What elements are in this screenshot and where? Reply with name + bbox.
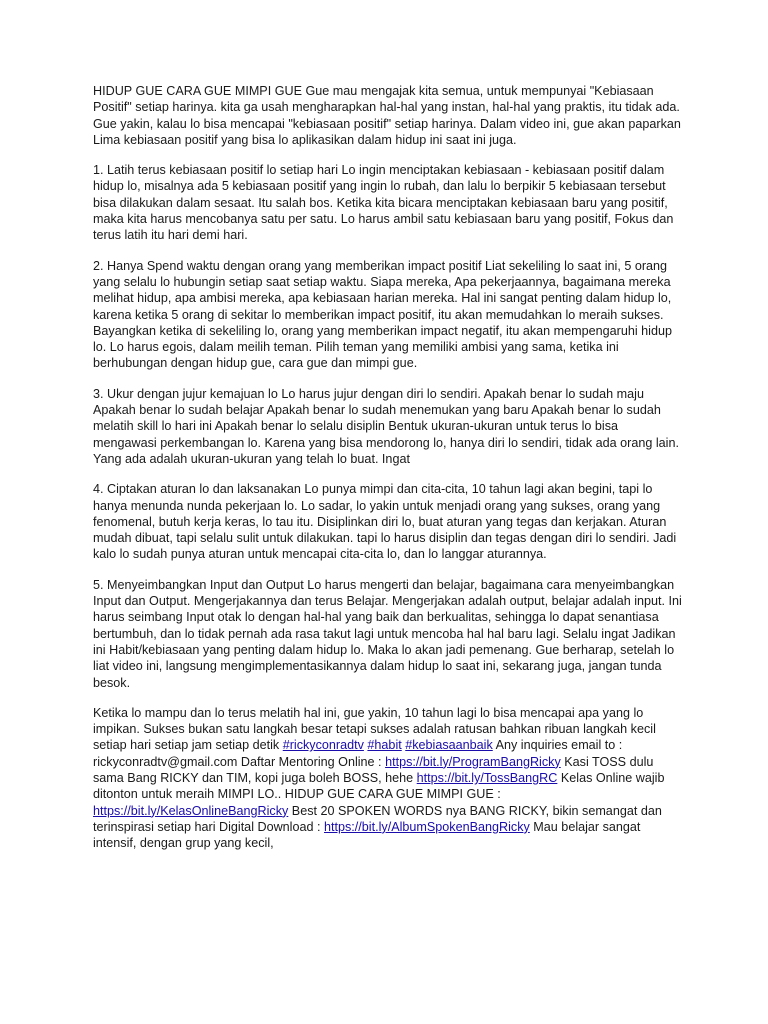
closing-paragraph xyxy=(93,705,683,852)
point-4-paragraph: 4. Ciptakan aturan lo dan laksanakan Lo punya mimpi dan cita-cita, 10 tahun lagi akan begini, tapi lo hanya menunda nunda pekerjaan lo. Lo sadar, lo yakin untuk menjadi orang yang sukses, orang yang fenomenal, butuh kerja keras, lo tau itu. Disiplinkan diri lo, buat aturan yang tegas dan kerjakan. Aturan mudah dibuat, tapi selalu sulit untuk dilakukan. tapi lo harus disiplin dan tegas dengan diri lo sendiri. Jadi kalo lo sudah punya aturan untuk mencapai cita-cita lo, dan lo langgar aturannya. xyxy=(93,482,677,562)
point-3-paragraph: 3. Ukur dengan jujur kemajuan lo Lo harus jujur dengan diri lo sendiri. Apakah benar lo sudah maju Apakah benar lo sudah belajar Apakah benar lo sudah menemukan yang baru Apakah benar lo sudah melatih skill lo hari ini Apakah benar lo selalu disiplin Bentuk ukuran-ukuran untuk terus lo bisa mengawasi perkembangan lo. Karena yang bisa mendorong lo, hanya diri lo sendiri, tidak ada orang lain. Yang ada adalah ukuran-ukuran yang telah lo buat. Ingat xyxy=(93,386,679,466)
closing-text-2: Any inquiries email to : rickyconradtv@gmail.com Daftar Mentoring Online : xyxy=(93,738,623,769)
toss-bang-rc-link[interactable]: https://bit.ly/TossBangRC xyxy=(416,770,558,785)
closing-text-1: Ketika lo mampu dan lo terus melatih hal ini, gue yakin, 10 tahun lagi lo bisa mencapai apa yang lo impikan. Sukses bukan satu langkah besar tetapi sukses adalah ratusan bahkan ribuan langkah kecil setiap hari setiap jam setiap detik xyxy=(93,705,656,753)
point-2-paragraph: 2. Hanya Spend waktu dengan orang yang memberikan impact positif Liat sekeliling lo saat ini, 5 orang yang selalu lo hubungin setiap saat setiap waktu. Siapa mereka, Apa pekerjaannya, bagaimana mereka melihat hidup, apa ambisi mereka, apa kebiasaan harian mereka. Hal ini sangat penting dalam hidup lo, karena ketika 5 orang di sekitar lo memberikan impact positif, itu akan memudahkan lo meraih sukses. Bayangkan ketika di sekeliling lo, orang yang memberikan impact negatif, itu akan mempengaruhi hidup lo. Lo harus egois, dalam meilih teman. Pilih teman yang memiliki ambisi yang sama, ketika ini berhubungan dengan hidup gue, cara gue dan mimpi gue. xyxy=(93,258,672,371)
album-spoken-link[interactable]: https://bit.ly/AlbumSpokenBangRicky xyxy=(324,819,530,834)
closing-text-5: Best 20 SPOKEN WORDS nya BANG RICKY, bikin semangat dan terinspirasi setiap hari Digital Download : xyxy=(93,803,662,834)
hashtag-kebiasaanbaik-link[interactable]: #kebiasaanbaik xyxy=(405,738,493,753)
closing-text-4: Kelas Online wajib ditonton untuk meraih MIMPI LO.. HIDUP GUE CARA GUE MIMPI GUE : xyxy=(93,770,665,802)
hashtag-rickyconradtv-link[interactable]: #rickyconradtv xyxy=(282,738,364,753)
closing-text-6: Mau belajar sangat intensif, dengan grup yang kecil, xyxy=(93,819,641,851)
kelas-online-link[interactable]: https://bit.ly/KelasOnlineBangRicky xyxy=(93,803,289,818)
hashtag-habit-link[interactable]: #habit xyxy=(367,738,402,753)
intro-paragraph: HIDUP GUE CARA GUE MIMPI GUE Gue mau mengajak kita semua, untuk mempunyai "Kebiasaan Positif" setiap harinya. kita ga usah mengharapkan hal-hal yang instan, hal-hal yang praktis, itu tidak ada. Gue yakin, kalau lo bisa mencapai "kebiasaan positif" setiap harinya. Dalam video ini, gue akan paparkan Lima kebiasaan positif yang bisa lo aplikasikan dalam hidup ini saat ini juga. xyxy=(93,84,681,147)
document-page xyxy=(93,83,683,865)
point-5-paragraph: 5. Menyeimbangkan Input dan Output Lo harus mengerti dan belajar, bagaimana cara menyeimbangkan Input dan Output. Mengerjakannya dan terus Belajar. Mengerjakan adalah output, belajar adalah input. Ini harus seimbang Input otak lo dengan hal-hal yang baik dan berkualitas, sehingga lo dapat senantiasa bertumbuh, dan lo tidak pernah ada rasa takut lagi untuk mencoba hal hal baru lagi. Selalu ingat Jadikan ini Habit/kebiasaan yang penting dalam hidup lo. Maka lo akan jadi pemenang. Gue berharap, setelah lo liat video ini, langsung mengimplementasikannya dalam hidup lo saat ini, sekarang juga, jangan tunda besok. xyxy=(93,577,682,690)
point-1-paragraph: 1. Latih terus kebiasaan positif lo setiap hari Lo ingin menciptakan kebiasaan - kebiasaan positif dalam hidup lo, misalnya ada 5 kebiasaan positif yang ingin lo rubah, dan lalu lo berpikir 5 kebiasaan tersebut bisa dilakukan dalam sesaat. Itu salah bos. Ketika kita bicara menciptakan kebiasaan baru yang positif, maka kita harus mencobanya satu per satu. Lo harus ambil satu kebiasaan baru yang positif, Fokus dan terus latih itu hari demi hari. xyxy=(93,163,674,243)
closing-text-3: Kasi TOSS dulu sama Bang RICKY dan TIM, kopi juga boleh BOSS, hehe xyxy=(93,754,654,785)
program-bang-ricky-link[interactable]: https://bit.ly/ProgramBangRicky xyxy=(385,754,561,769)
